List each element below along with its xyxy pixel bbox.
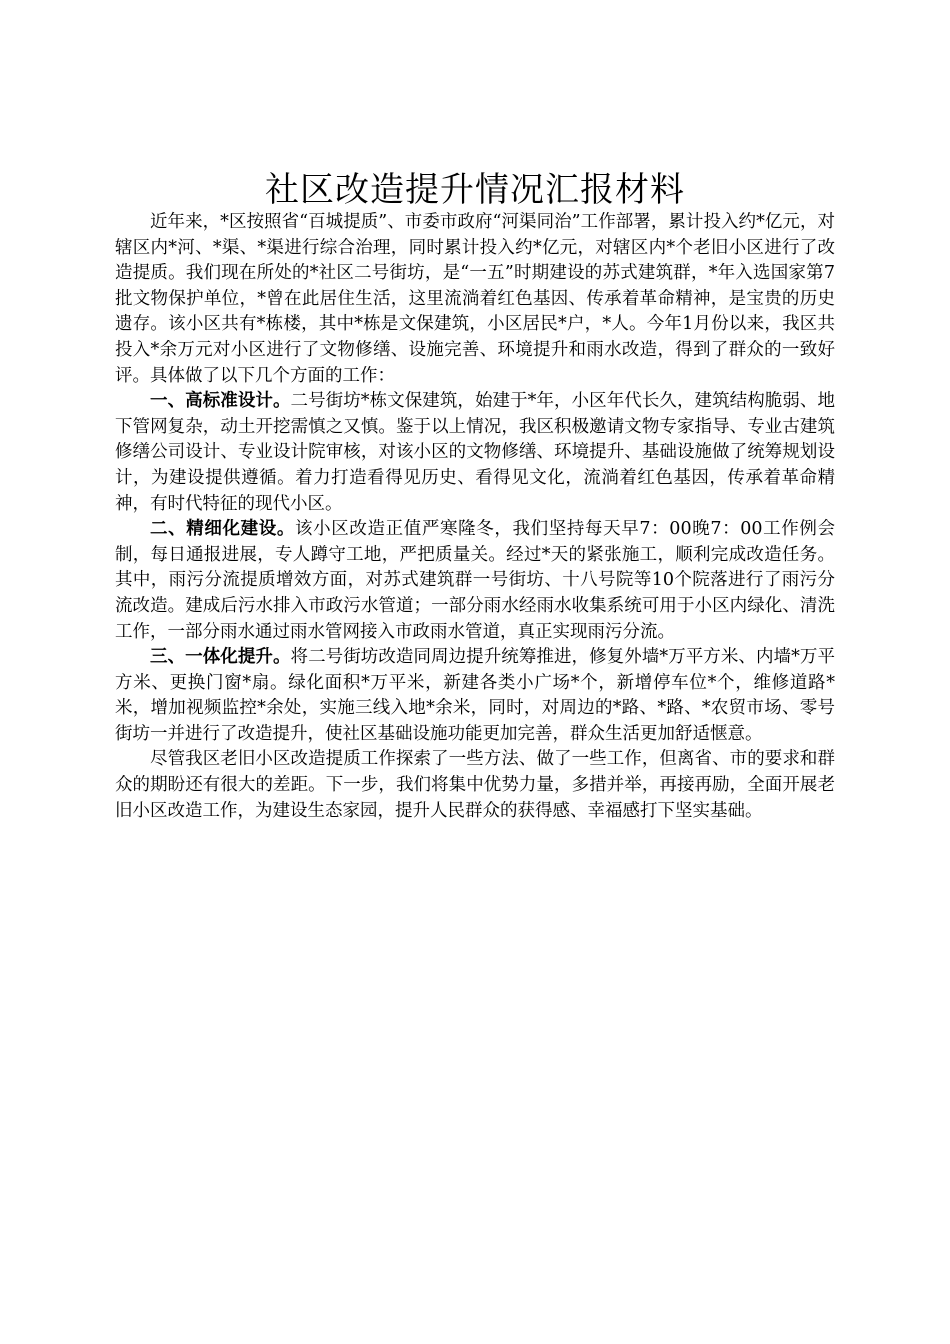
- section-text-2: 该小区改造正值严寒隆冬，我们坚持每天早7：00晚7：00工作例会制，每日通报进展，专人蹲守工地，严把质量关。经过*天的紧张施工，顺利完成改造任务。其中，雨污分流提质增效方面，对苏式建筑群一号街坊、十八号院等10个院落进行了雨污分流改造。建成后污水排入市政污水管道；一部分雨水经雨水收集系统可用于小区内绿化、清洗工作，一部分雨水通过雨水管网接入市政雨水管道，真正实现雨污分流。: [115, 519, 835, 642]
- document-body: [115, 210, 835, 824]
- section-heading-1: 一、高标准设计。: [150, 391, 291, 412]
- section-text-1: 二号街坊*栋文保建筑，始建于*年，小区年代长久，建筑结构脆弱、地下管网复杂，动土开挖需慎之又慎。鉴于以上情况，我区积极邀请文物专家指导、专业古建筑修缮公司设计、专业设计院审核，对该小区的文物修缮、环境提升、基础设施做了统筹规划设计，为建设提供遵循。着力打造看得见历史、看得见文化，流淌着红色基因，传承着革命精神，有时代特征的现代小区。: [115, 391, 836, 514]
- intro-paragraph: 近年来，*区按照省“百城提质”、市委市政府“河渠同治”工作部署，累计投入约*亿元，对辖区内*河、*渠、*渠进行综合治理，同时累计投入约*亿元，对辖区内*个老旧小区进行了改造提质。我们现在所处的*社区二号街坊，是“一五”时期建设的苏式建筑群，*年入选国家第7批文物保护单位，*曾在此居住生活，这里流淌着红色基因、传承着革命精神，是宝贵的历史遗存。该小区共有*栋楼，其中*栋是文保建筑，小区居民*户，*人。今年1月份以来，我区共投入*余万元对小区进行了文物修缮、设施完善、环境提升和雨水改造，得到了群众的一致好评。具体做了以下几个方面的工作：: [115, 212, 835, 386]
- section-paragraph-3: [115, 645, 835, 747]
- document-title: 社区改造提升情况汇报材料: [265, 170, 685, 210]
- section-text-3: 将二号街坊改造同周边提升统筹推进，修复外墙*万平方米、内墙*万平方米、更换门窗*扇。绿化面积*万平米，新建各类小广场*个，新增停车位*个，维修道路*米，增加视频监控*余处，实施三线入地*余米，同时，对周边的*路、*路、*农贸市场、零号街坊一并进行了改造提升，使社区基础设施功能更加完善，群众生活更加舒适惬意。: [115, 647, 836, 744]
- conclusion-paragraph: 尽管我区老旧小区改造提质工作探索了一些方法、做了一些工作，但离省、市的要求和群众的期盼还有很大的差距。下一步，我们将集中优势力量，多措并举，再接再励，全面开展老旧小区改造工作，为建设生态家园，提升人民群众的获得感、幸福感打下坚实基础。: [115, 749, 835, 821]
- section-heading-2: 二、精细化建设。: [150, 519, 296, 540]
- section-paragraph-1: [115, 389, 835, 517]
- section-paragraph-2: [115, 517, 835, 645]
- section-heading-3: 三、一体化提升。: [150, 647, 291, 668]
